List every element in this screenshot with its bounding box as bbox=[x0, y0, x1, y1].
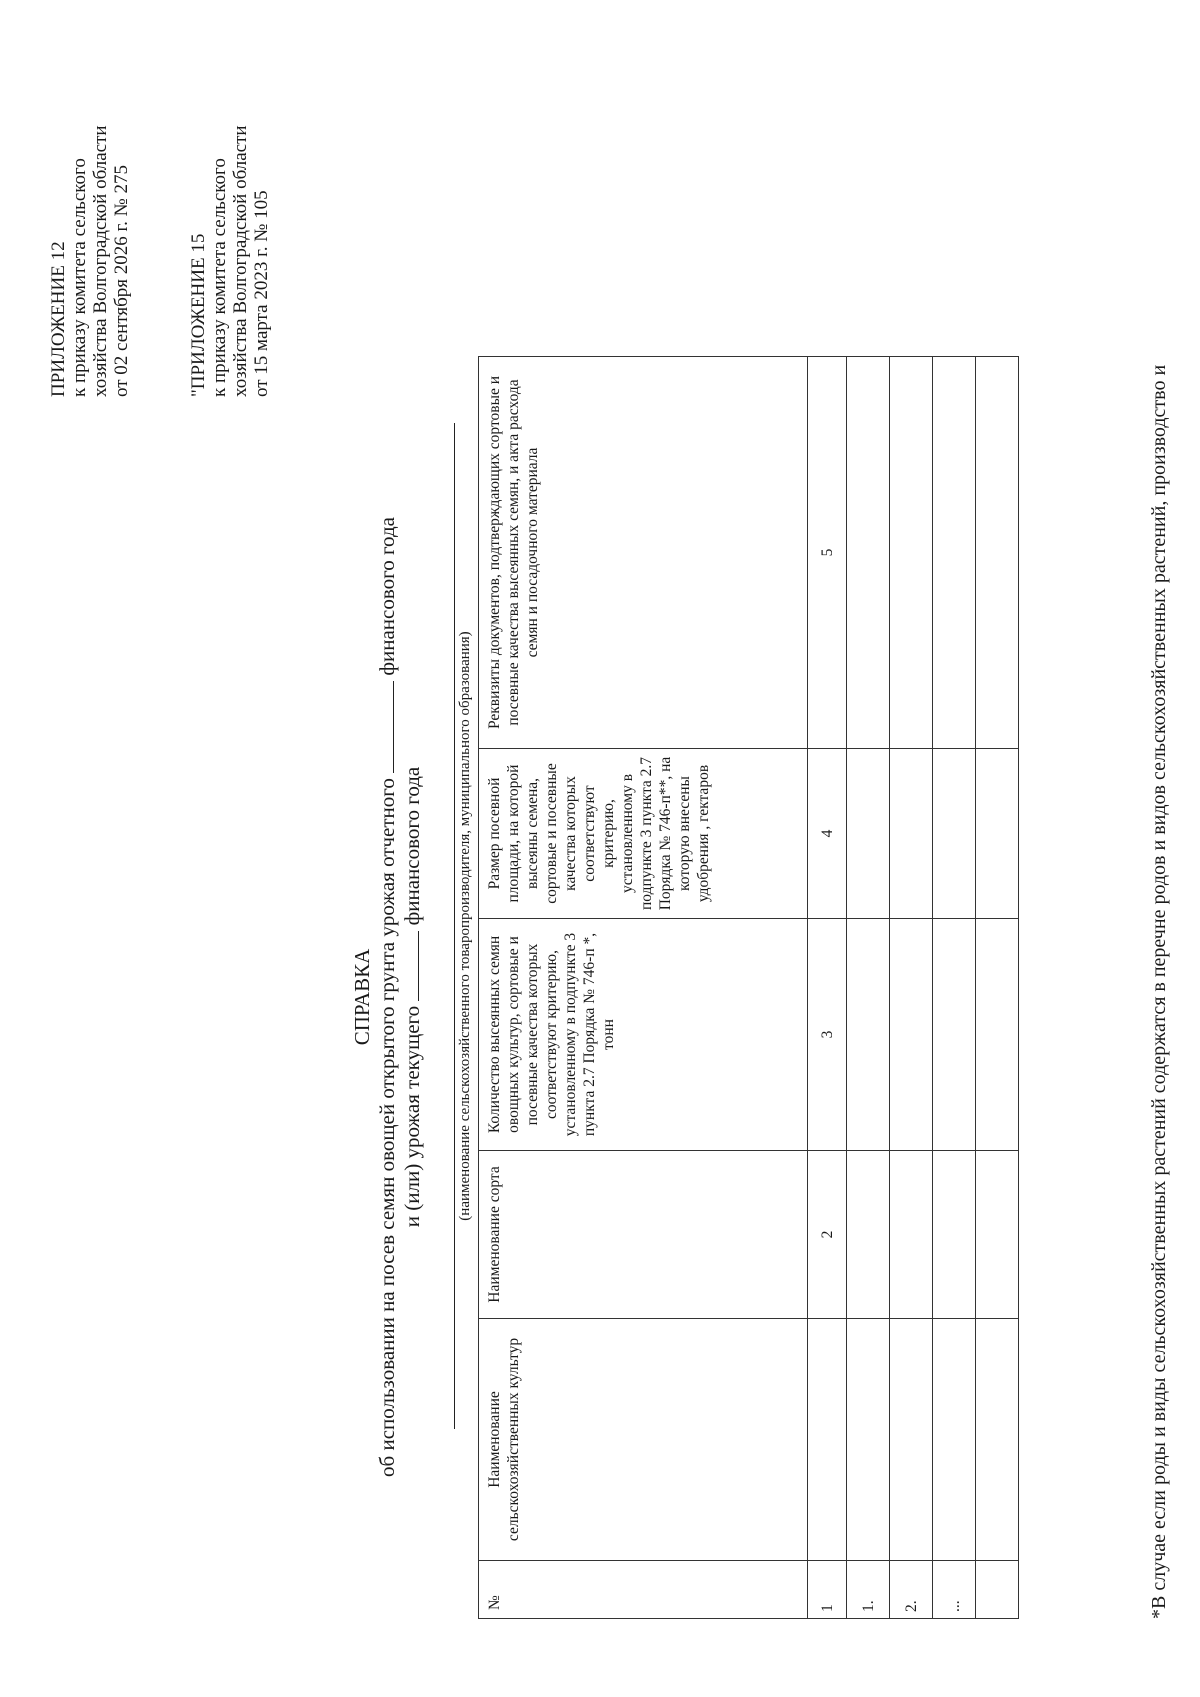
row-number bbox=[976, 1561, 1019, 1619]
table-cell[interactable] bbox=[890, 357, 933, 749]
column-index: 5 bbox=[808, 357, 847, 749]
annex-title: ПРИЛОЖЕНИЕ 12 bbox=[48, 241, 69, 397]
table-cell[interactable] bbox=[847, 357, 890, 749]
table-cell[interactable] bbox=[847, 1151, 890, 1319]
table-cell[interactable] bbox=[890, 749, 933, 919]
row-number: 2. bbox=[890, 1561, 933, 1619]
table-cell[interactable] bbox=[976, 1319, 1019, 1561]
document-title bbox=[350, 447, 425, 1547]
row-number: ... bbox=[933, 1561, 976, 1619]
annex-line: хозяйства Волгоградской области bbox=[230, 125, 251, 397]
table-header-row bbox=[479, 357, 808, 1619]
title-line-1: об использовании на посев семян овощей открытого грунта урожая отчетного финансового года bbox=[375, 517, 399, 1477]
column-index: 4 bbox=[808, 749, 847, 919]
table-cell[interactable] bbox=[933, 1319, 976, 1561]
column-index-row bbox=[808, 357, 847, 1619]
header-crop-name: Наименование сельскохозяйственных культур bbox=[479, 1319, 808, 1561]
column-index: 1 bbox=[808, 1561, 847, 1619]
column-index: 2 bbox=[808, 1151, 847, 1319]
seed-report-table bbox=[478, 356, 1019, 1619]
table-cell[interactable] bbox=[890, 1151, 933, 1319]
organization-caption: (наименование сельскохозяйственного товаропроизводителя, муниципального образования) bbox=[457, 631, 473, 1221]
row-number: 1. bbox=[847, 1561, 890, 1619]
table-cell[interactable] bbox=[933, 749, 976, 919]
year-blank[interactable] bbox=[377, 681, 394, 773]
title-line-2: и (или) урожая текущего финансового года bbox=[400, 766, 424, 1228]
column-index bbox=[808, 1319, 847, 1561]
footnote: *В случае если роды и виды сельскохозяйственных растений содержатся в перечне родов и видов сельскохозяйственных растений, производство и bbox=[1148, 364, 1170, 1619]
table-cell[interactable] bbox=[933, 1151, 976, 1319]
annex-date: от 02 сентября 2026 г. № 275 bbox=[111, 164, 132, 397]
column-index: 3 bbox=[808, 919, 847, 1151]
annex-date: от 15 марта 2023 г. № 105 bbox=[251, 190, 272, 397]
header-number: № bbox=[479, 1561, 808, 1619]
annex-line: хозяйства Волгоградской области bbox=[90, 125, 111, 397]
table-cell[interactable] bbox=[847, 749, 890, 919]
table-cell[interactable] bbox=[976, 1151, 1019, 1319]
header-seed-quantity: Количество высеянных семян овощных культур, сортовые и посевные качества которых соответствуют критерию, установленному в подпункте 3 пункта 2.7 Порядка № 746-п *, тонн bbox=[479, 919, 808, 1151]
table-cell[interactable] bbox=[976, 919, 1019, 1151]
table-row bbox=[890, 357, 933, 1619]
table-cell[interactable] bbox=[933, 357, 976, 749]
annex-block-new bbox=[48, 7, 132, 397]
annex-line: к приказу комитета сельского bbox=[69, 158, 90, 397]
header-variety-name: Наименование сорта bbox=[479, 1151, 808, 1319]
header-document-details: Реквизиты документов, подтверждающих сортовые и посевные качества высеянных семян, и акта расхода семян и посадочного материала bbox=[479, 357, 808, 749]
table-cell[interactable] bbox=[847, 919, 890, 1151]
table-cell[interactable] bbox=[890, 919, 933, 1151]
annex-title: "ПРИЛОЖЕНИЕ 15 bbox=[188, 233, 209, 397]
table-cell[interactable] bbox=[933, 919, 976, 1151]
title-heading: СПРАВКА bbox=[350, 948, 374, 1046]
year-blank[interactable] bbox=[402, 931, 419, 1001]
table-cell[interactable] bbox=[976, 357, 1019, 749]
organization-field[interactable] bbox=[454, 423, 474, 1429]
table-row bbox=[847, 357, 890, 1619]
annex-line: к приказу комитета сельского bbox=[209, 158, 230, 397]
annex-block-old bbox=[188, 7, 272, 397]
table-row bbox=[976, 357, 1019, 1619]
header-sown-area: Размер посевной площади, на которой высеяны семена, сортовые и посевные качества которых соответствуют критерию, установленному в подпункте 3 пункта 2.7 Порядка № 746-п**, на которую внесены удобрения , гектаров bbox=[479, 749, 808, 919]
table-cell[interactable] bbox=[976, 749, 1019, 919]
table-cell[interactable] bbox=[847, 1319, 890, 1561]
table-cell[interactable] bbox=[890, 1319, 933, 1561]
table-row bbox=[933, 357, 976, 1619]
